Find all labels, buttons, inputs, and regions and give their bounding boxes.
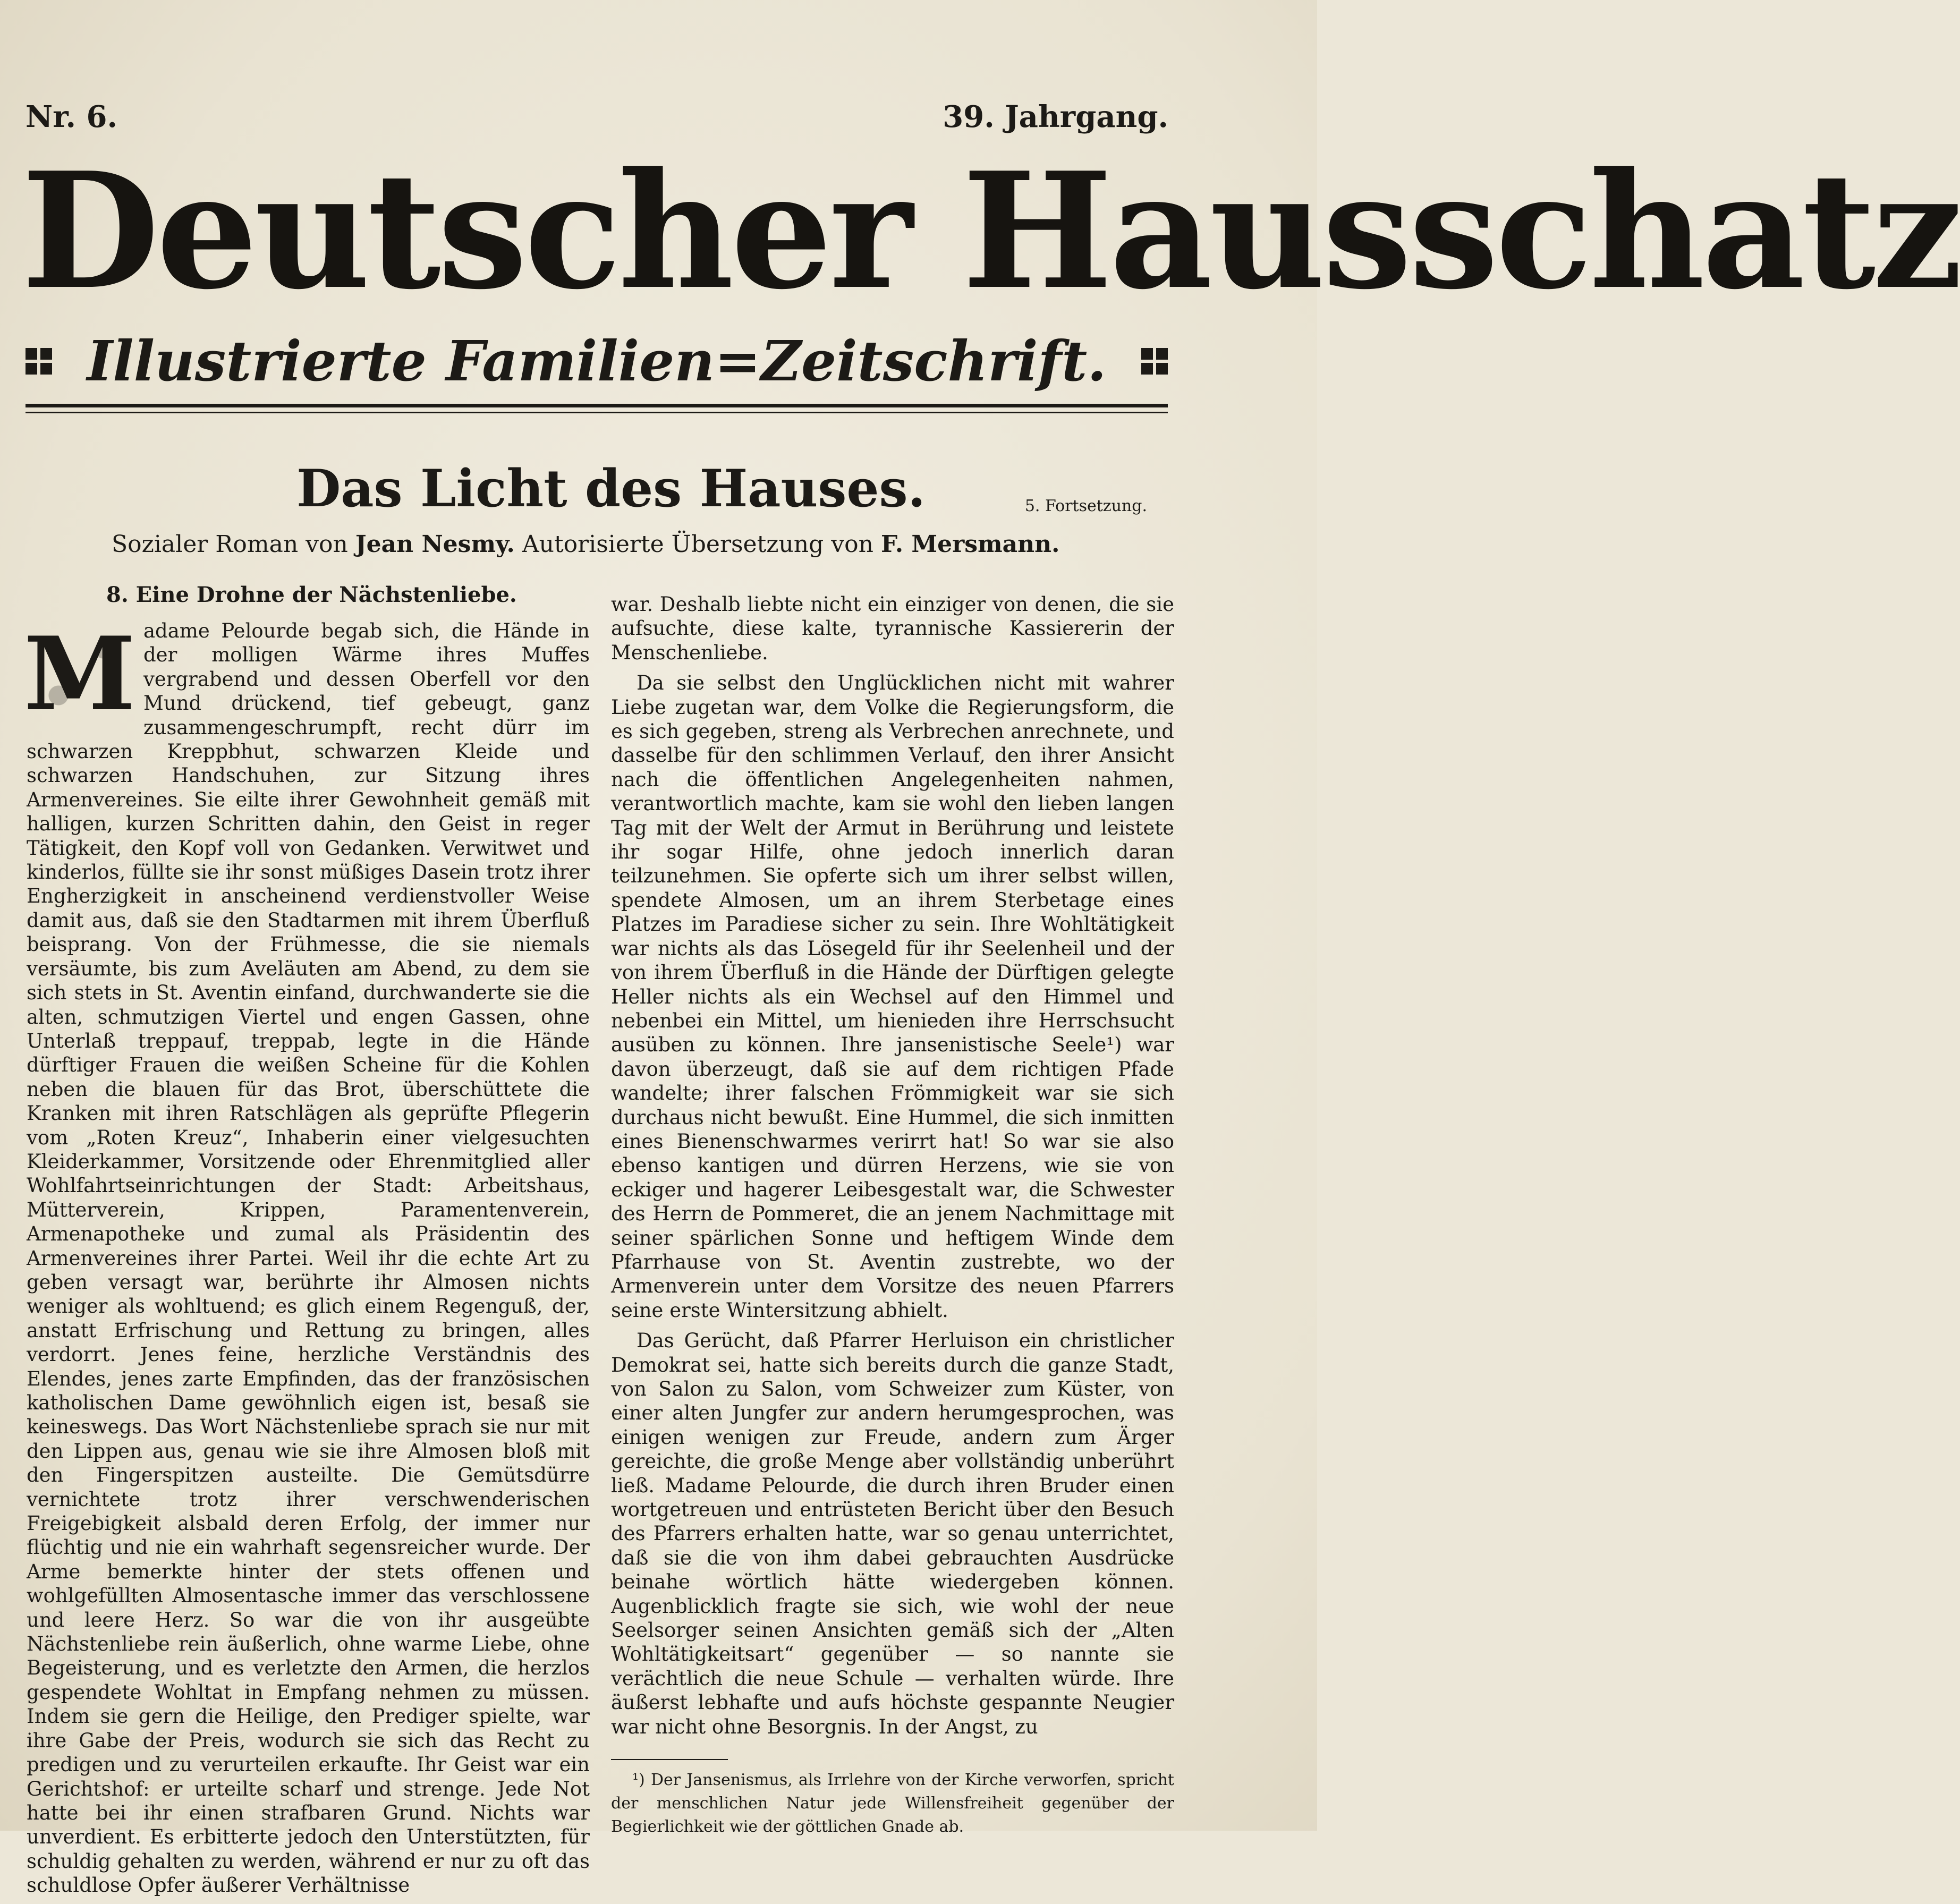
masthead-subtitle: Illustrierte Familien=Zeitschrift. — [87, 328, 1107, 394]
volume-year: 39. Jahrgang. — [943, 99, 1168, 134]
masthead-rule-thick — [26, 404, 1168, 407]
left-column — [23, 582, 590, 1904]
issue-number: Nr. 6. — [26, 99, 118, 134]
byline-genre: Sozialer Roman von — [112, 531, 355, 558]
masthead-title: Deutscher Hausschatz — [21, 137, 1960, 325]
ornament-left-icon — [26, 348, 52, 375]
author-name: Jean Nesmy. — [355, 531, 515, 558]
ornament-right-icon — [1141, 348, 1168, 375]
right-column — [611, 592, 1174, 1839]
left-column-paragraph — [23, 615, 590, 1898]
continuation-note: 5. Fortsetzung. — [1024, 497, 1147, 515]
story-title: Das Licht des Hauses. — [296, 458, 926, 518]
section-heading: 8. Eine Drohne der Nächstenliebe. — [106, 582, 517, 607]
footnote: ¹) Der Jansenismus, als Irrlehre von der Kirche verworfen, spricht der menschlichen Natur jede Willensfreiheit gegenüber der Begierlichkeit wie der göttlichen Gnade ab. — [611, 1771, 1174, 1837]
drop-cap-initial: M — [23, 615, 136, 733]
translator-name: F. Mersmann. — [880, 531, 1060, 558]
byline — [112, 526, 1132, 563]
byline-translation: Autorisierte Übersetzung von — [514, 531, 881, 558]
footnote-rule — [611, 1759, 728, 1760]
subtitle-row — [26, 327, 1168, 396]
masthead-top-line — [26, 96, 1168, 138]
right-column-paragraph-1: war. Deshalb liebte nicht ein einziger von denen, die sie aufsuchte, diese kalte, tyrannische Kassiererin der Menschenliebe. — [611, 593, 1174, 664]
masthead-rule-thin — [26, 412, 1168, 413]
right-column-paragraph-2: Da sie selbst den Unglücklichen nicht mit wahrer Liebe zugetan war, dem Volke die Regierungsform, die es sich gegeben, streng als Verbrechen anrechnete, und dasselbe für den schlimmen Verlauf, den ihrer Ansicht nach die öffentlichen Angelegenheiten nahmen, verantwortlich machte, kam sie wohl den lieben langen Tag mit der Welt der Armut in Berührung und leistete ihr sogar Hilfe, ohne jedoch innerlich daran teilzunehmen. Sie opferte sich um ihrer selbst willen, spendete Almosen, um an ihrem Sterbetage eines Platzes im Paradiese sicher zu sein. Ihre Wohltätigkeit war nichts als das Lösegeld für ihr Seelenheil und der von ihrem Überfluß in die Hände der Dürftigen gelegte Heller nichts als ein Wechsel auf den Himmel und nebenbei ein Mittel, um hienieden ihre Herrschsucht ausüben zu können. Ihre jansenistische Seele¹) war davon überzeugt, daß sie auf dem richtigen Pfade wandelte; ihrer falschen Frömmigkeit war sie sich durchaus nicht bewußt. Eine Hummel, die sich inmitten eines Bienenschwarmes verirrt hat! So war sie also ebenso kantigen und dürren Herzens, wie sie von eckiger und hagerer Leibesgestalt war, die Schwester des Herrn de Pommeret, die an jenem Nachmittage mit seiner spärlichen Sonne und heftigem Winde dem Pfarrhause von St. Aventin zustrebte, wo der Armenverein unter dem Vorsitze des neuen Pfarrers seine erste Wintersitzung abhielt. — [611, 672, 1174, 1322]
right-column-paragraph-3: Das Gerücht, daß Pfarrer Herluison ein christlicher Demokrat sei, hatte sich bereits durch die ganze Stadt, von Salon zu Salon, vom Schweizer zum Küster, von einer alten Jungfer zur andern herumgesprochen, was einigen wenigen zur Freude, andern zum Ärger gereichte, die große Menge aber vollständig unberührt ließ. Madame Pelourde, die durch ihren Bruder einen wortgetreuen und entrüsteten Bericht über den Besuch des Pfarrers erhalten hatte, war so genau unterrichtet, daß sie die von ihm dabei gebrauchten Ausdrücke beinahe wörtlich hätte wiedergeben können. Augenblicklich fragte sie sich, wie wohl der neue Seelsorger seinen Ansichten gemäß sich der „Alten Wohltätigkeitsart“ gegenüber — so nannte sie verächtlich die neue Schule — verhalten würde. Ihre äußerst lebhafte und aufs höchste gespannte Neugier war nicht ohne Besorgnis. In der Angst, zu — [611, 1329, 1174, 1738]
left-column-text: adame Pelourde begab sich, die Hände in der molligen Wärme ihres Muffes vergrabend und dessen Oberfell vor den Mund drückend, tief gebeugt, ganz zusammengeschrumpft, recht dürr im schwarzen Kreppbhut, schwarzen Kleide und schwarzen Handschuhen, zur Sitzung ihres Armenvereines. Sie eilte ihrer Gewohnheit gemäß mit halligen, kurzen Schritten dahin, den Geist in reger Tätigkeit, den Kopf voll von Gedanken. Verwitwet und kinderlos, füllte sie ihr sonst müßiges Dasein trotz ihrer Engherzigkeit in anscheinend verdienstvoller Weise damit aus, daß sie den Stadtarmen mit ihrem Überfluß beisprang. Von der Frühmesse, die sie niemals versäumte, bis zum Aveläuten am Abend, zu dem sie sich stets in St. Aventin einfand, durchwanderte sie die alten, schmutzigen Viertel und engen Gassen, ohne Unterlaß treppauf, treppab, legte in die Hände dürftiger Frauen die weißen Scheine für die Kohlen neben die blauen für das Brot, überschüttete die Kranken mit ihren Ratschlägen als geprüfte Pflegerin vom „Roten Kreuz“, Inhaberin einer vielgesuchten Kleiderkammer, Vorsitzende oder Ehrenmitglied aller Wohlfahrtseinrichtungen der Stadt: Arbeitshaus, Mütterverein, Krippen, Paramentenverein, Armenapotheke und zumal als Präsidentin des Armenvereines ihrer Partei. Weil ihr die echte Art zu geben versagt war, berührte ihr Almosen nichts weniger als wohltuend; es glich einem Regenguß, der, anstatt Erfrischung und Rettung zu bringen, alles verdorrt. Jenes feine, herzliche Verständnis des Elendes, jenes zarte Empfinden, das der französischen katholischen Dame gewöhnlich eigen ist, besaß sie keineswegs. Das Wort Nächstenliebe sprach sie nur mit den Lippen aus, genau wie sie ihre Almosen bloß mit den Fingerspitzen austeilte. Die Gemütsdürre vernichtete trotz ihrer verschwenderischen Freigebigkeit alsbald deren Erfolg, der immer nur flüchtig und nie ein wahrhaft segensreicher wurde. Der Arme bemerkte hinter der stets offenen und wohlgefüllten Almosentasche immer das verschlossene und leere Herz. So war die von ihr ausgeübte Nächstenliebe rein äußerlich, ohne warme Liebe, ohne Begeisterung, und es verletzte den Armen, die herzlos gespendete Wohltat in Empfang nehmen zu müssen. Indem sie gern die Heilige, den Prediger spielte, war ihre Gabe der Preis, wodurch sie sich das Recht zu predigen und zu verurteilen erkaufte. Ihr Geist war ein Gerichtshof: er urteilte scharf und strenge. Jede Not hatte bei ihr einen strafbaren Grund. Nichts war unverdient. Es erbitterte jedoch den Unterstützten, für schuldig gehalten zu werden, während er nur zu oft das schuldlose Opfer äußerer Verhältnisse — [27, 619, 590, 1897]
